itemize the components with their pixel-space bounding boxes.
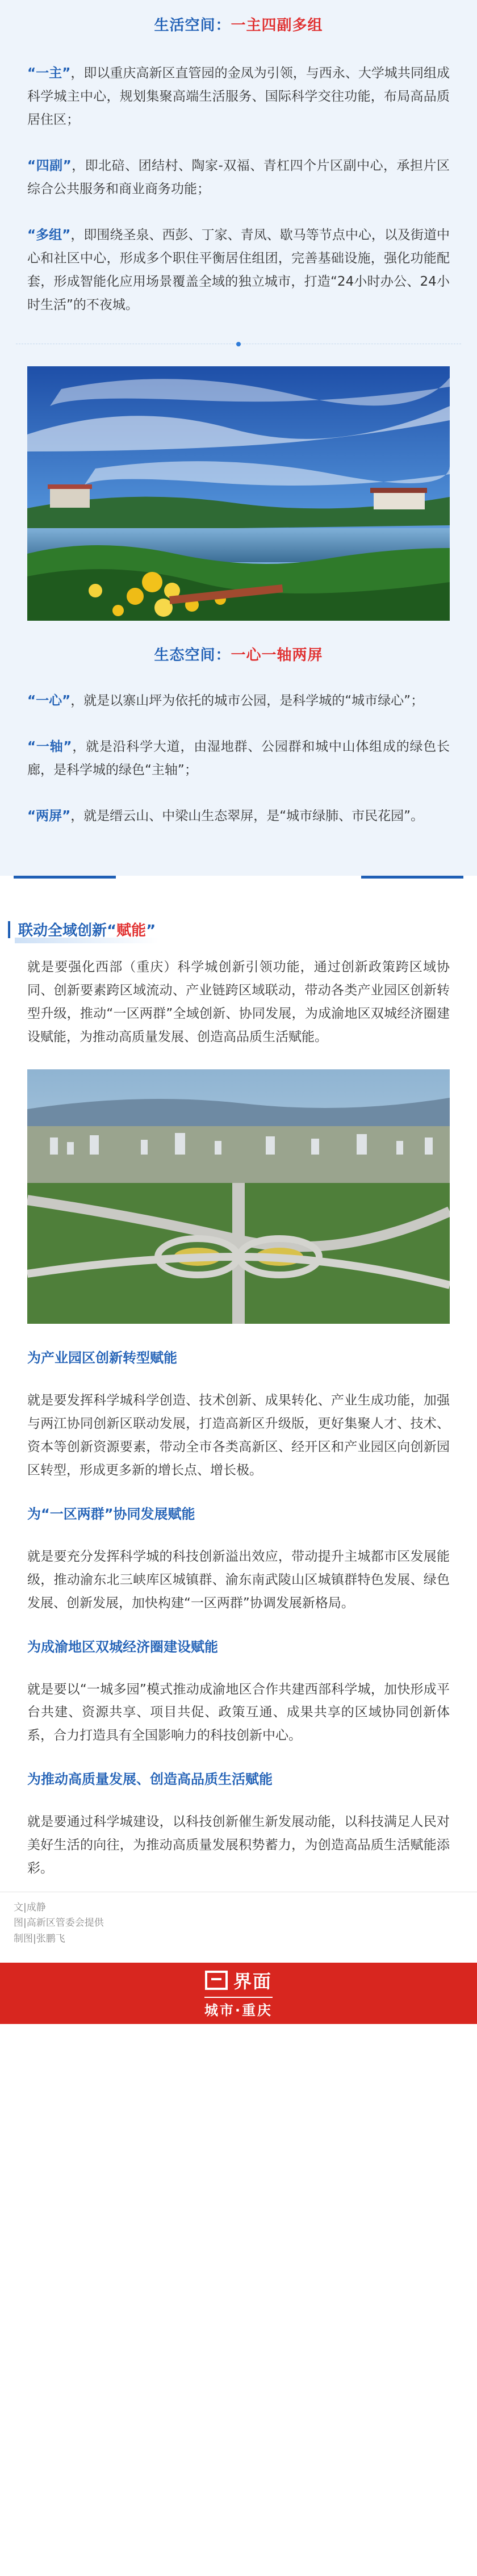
credit-author: 文|成静 (14, 1902, 46, 1914)
credits-block (0, 1892, 477, 1955)
jiemian-logo-icon (205, 1971, 228, 1990)
living-space-title: 生活空间：一主四副多组 (154, 17, 323, 34)
brand-footer (0, 1963, 477, 2024)
subheading-industrial-parks: 为产业园区创新转型赋能 (27, 1349, 177, 1366)
paragraph-chengyu-circle: 就是要以“一城多园”模式推动成渝地区合作共建西部科学城，加快形成平台共建、资源共享、项目共促、政策互通、成果共享的区域协同创新体系，合力打造具有全国影响力的科技创新中心。 (27, 1682, 450, 1743)
subheading-high-quality: 为推动高质量发展、创造高品质生活赋能 (27, 1771, 273, 1788)
paragraph-liangping: “两屏”，就是缙云山、中梁山生态翠屏，是“城市绿肺、市民花园”。 (27, 809, 424, 824)
paragraph-one-district-two-groups: 就是要充分发挥科学城的科技创新溢出效应，带动提升主城都市区发展能级，推动渝东北三峡库区城镇群、渝东南武陵山区城镇群特色发展、绿色发展、创新发展，加快构建“一区两群”协调发展新格局。 (27, 1549, 450, 1611)
credit-design: 制图|张鹏飞 (14, 1933, 65, 1944)
paragraph-yizhu: “一主”，即以重庆高新区直管园的金凤为引领，与西永、大学城共同组成科学城主中心，规划集聚高端生活服务、国际科学交往功能，布局高品质居住区； (27, 66, 450, 127)
living-space-section (0, 0, 477, 851)
credit-photo: 图|高新区管委会提供 (14, 1917, 104, 1929)
paragraph-industrial-parks: 就是要发挥科学城科学创造、技术创新、成果转化、产业生成功能，加强与两江协同创新区联动发展，打造高新区升级版，更好集聚人才、技术、资本等创新资源要素，带动全市各类高新区、经开区和产业园区向创新园区转型，形成更多新的增长点、增长极。 (27, 1392, 450, 1478)
paragraph-duozu: “多组”，即围绕圣泉、西彭、丁家、青凤、歇马等节点中心，以及街道中心和社区中心，形成多个职住平衡居住组团，完善基础设施，强化功能配套，形成智能化应用场景覆盖全域的独立城市，打造“24小时办公、24小时生活”的不夜城。 (27, 227, 450, 312)
interchange-aerial-photo (27, 1069, 450, 1324)
eco-space-title: 生态空间：一心一轴两屏 (154, 647, 323, 664)
subheading-chengyu-circle: 为成渝地区双城经济圈建设赋能 (27, 1638, 218, 1655)
empower-section-frame (14, 876, 463, 898)
paragraph-yixin: “一心”，就是以寨山坪为依托的城市公园，是科学城的“城市绿心”； (27, 693, 424, 709)
section-gap (0, 851, 477, 876)
paragraph-sifu: “四副”，即北碚、团结村、陶家-双福、青杠四个片区副中心，承担片区综合公共服务和商业商务功能； (27, 158, 450, 196)
subheading-one-district-two-groups: 为“一区两群”协同发展赋能 (27, 1506, 195, 1522)
section-divider (16, 339, 461, 349)
frame-accent-left (14, 876, 116, 879)
brand-subtitle: 城市·重庆 (204, 1997, 273, 2019)
empower-section-title: 联动全域创新“赋能” (15, 919, 159, 940)
lake-landscape-photo (27, 366, 450, 621)
empower-section-body (0, 956, 477, 1880)
paragraph-high-quality: 就是要通过科学城建设，以科技创新催生新发展动能，以科技满足人民对美好生活的向往，为推动高质量发展积势蓄力，为创造高品质生活赋能添彩。 (27, 1814, 450, 1876)
brand-logo: 界面 (205, 1967, 272, 1993)
frame-accent-right (361, 876, 463, 879)
paragraph-yizhou: “一轴”，就是沿科学大道，由湿地群、公园群和城中山体组成的绿色长廊，是科学城的绿色“主轴”； (27, 739, 450, 778)
divider-dot-icon (236, 342, 241, 346)
empower-intro: 就是要强化西部（重庆）科学城创新引领功能，通过创新政策跨区域协同、创新要素跨区域流动、产业链跨区域联动，带动各类产业园区创新转型升级，推动“一区两群”全域创新、协同发展，为成渝地区双城经济圈建设赋能，为推动高质量发展、创造高品质生活赋能。 (27, 960, 450, 1044)
